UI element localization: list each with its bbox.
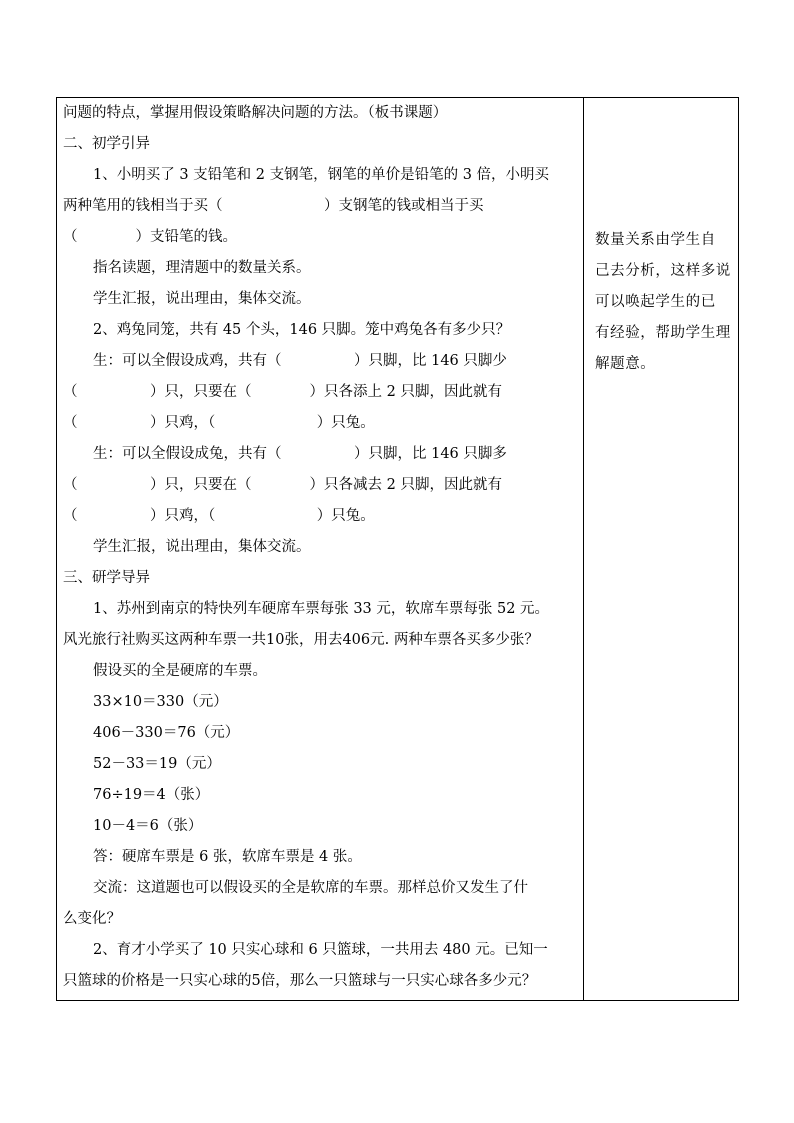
- note-line: 解题意。: [595, 356, 656, 372]
- text-line: 学生汇报，说出理由，集体交流。: [93, 539, 311, 555]
- text-line: 风光旅行社购买这两种车票一共10张，用去406元. 两种车票各买多少张？: [63, 632, 539, 648]
- column-divider: [583, 98, 584, 1000]
- section-heading: 三、研学导异: [63, 570, 150, 586]
- text-line: （ ）只鸡，（ ）只兔。: [63, 508, 375, 524]
- text-line: 生：可以全假设成鸡，共有（ ）只脚，比 146 只脚少: [93, 353, 507, 369]
- text-line: 问题的特点，掌握用假设策略解决问题的方法。（板书课题）: [63, 105, 448, 121]
- text-line: （ ）支铅笔的钱。: [63, 229, 237, 245]
- equation-line: 52－33＝19（元）: [93, 756, 221, 772]
- text-line: （ ）只，只要在（ ）只各减去 2 只脚，因此就有: [63, 477, 502, 493]
- text-line: （ ）只鸡，（ ）只兔。: [63, 415, 375, 431]
- equation-line: 76÷19＝4（张）: [93, 787, 210, 803]
- note-line: 可以唤起学生的已: [595, 294, 716, 310]
- equation-line: 10－4＝6（张）: [93, 818, 203, 834]
- equation-line: 33×10＝330（元）: [93, 694, 228, 710]
- note-line: 己去分析，这样多说: [595, 263, 731, 279]
- text-line: 只篮球的价格是一只实心球的5倍，那么一只篮球与一只实心球各多少元？: [63, 973, 537, 989]
- lesson-table: [56, 97, 739, 1001]
- equation-line: 406－330＝76（元）: [93, 725, 240, 741]
- text-line: 么变化？: [63, 911, 121, 927]
- text-line: 1、苏州到南京的特快列车硬席车票每张 33 元，软席车票每张 52 元。: [93, 601, 550, 617]
- note-line: 数量关系由学生自: [595, 232, 716, 248]
- text-line: 指名读题，理清题中的数量关系。: [93, 260, 311, 276]
- note-line: 有经验，帮助学生理: [595, 325, 731, 341]
- text-line: 两种笔用的钱相当于买（ ）支钢笔的钱或相当于买: [63, 198, 484, 214]
- text-line: 2、鸡兔同笼，共有 45 个头，146 只脚。笼中鸡兔各有多少只？: [93, 322, 511, 338]
- text-line: 假设买的全是硬席的车票。: [93, 663, 267, 679]
- text-line: 2、育才小学买了 10 只实心球和 6 只篮球，一共用去 480 元。已知一: [93, 942, 548, 958]
- answer-line: 答：硬席车票是 6 张，软席车票是 4 张。: [93, 849, 362, 865]
- text-line: 交流：这道题也可以假设买的全是软席的车票。那样总价又发生了什: [93, 880, 528, 896]
- section-heading: 二、初学引异: [63, 136, 150, 152]
- text-line: 生：可以全假设成兔，共有（ ）只脚，比 146 只脚多: [93, 446, 507, 462]
- text-line: 学生汇报，说出理由，集体交流。: [93, 291, 311, 307]
- text-line: （ ）只，只要在（ ）只各添上 2 只脚，因此就有: [63, 384, 502, 400]
- text-line: 1、小明买了 3 支铅笔和 2 支钢笔，钢笔的单价是铅笔的 3 倍，小明买: [93, 167, 550, 183]
